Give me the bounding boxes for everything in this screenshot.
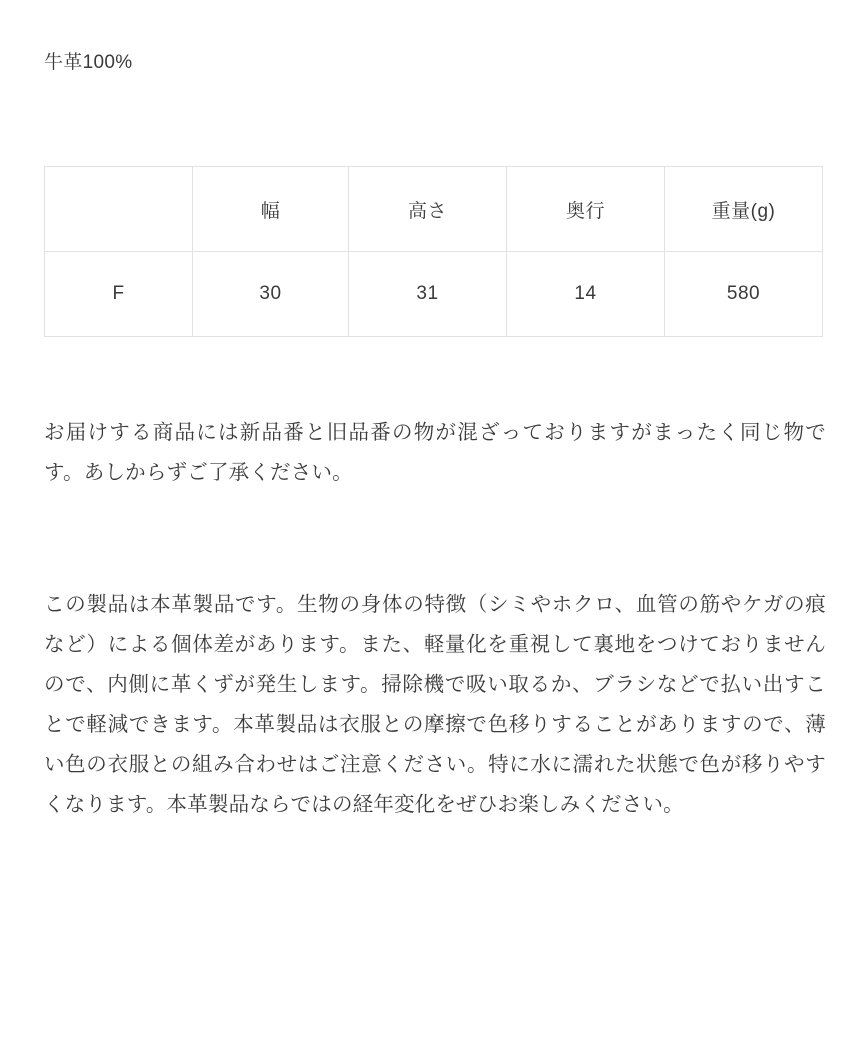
table-cell-width: 30	[193, 252, 349, 337]
table-header-cell-width: 幅	[193, 167, 349, 252]
table-row	[45, 252, 823, 337]
table-cell-depth: 14	[507, 252, 665, 337]
size-spec-table	[44, 166, 823, 337]
notice-paragraph-part-number: お届けする商品には新品番と旧品番の物が混ざっておりますがまったく同じ物です。あしからずご了承ください。	[44, 421, 826, 485]
table-cell-weight: 580	[665, 252, 823, 337]
notice-paragraph-leather-care: この製品は本革製品です。生物の身体の特徴（シミやホクロ、血管の筋やケガの痕など）による個体差があります。また、軽量化を重視して裏地をつけておりませんので、内側に革くずが発生します。掃除機で吸い取るか、ブラシなどで払い出すことで軽減できます。本革製品は衣服との摩擦で色移りすることがありますので、薄い色の衣服との組み合わせはご注意ください。特に水に濡れた状態で色が移りやすくなります。本革製品ならではの経年変化をぜひお楽しみください。	[44, 593, 826, 817]
size-spec-table-container	[44, 166, 820, 337]
table-cell-size: F	[45, 252, 193, 337]
table-header-cell-height: 高さ	[349, 167, 507, 252]
table-header-cell-size	[45, 167, 193, 252]
table-cell-height: 31	[349, 252, 507, 337]
table-header-row	[45, 167, 823, 252]
table-header-cell-depth: 奥行	[507, 167, 665, 252]
table-header-cell-weight: 重量(g)	[665, 167, 823, 252]
material-composition-text: 牛革100%	[44, 52, 133, 73]
